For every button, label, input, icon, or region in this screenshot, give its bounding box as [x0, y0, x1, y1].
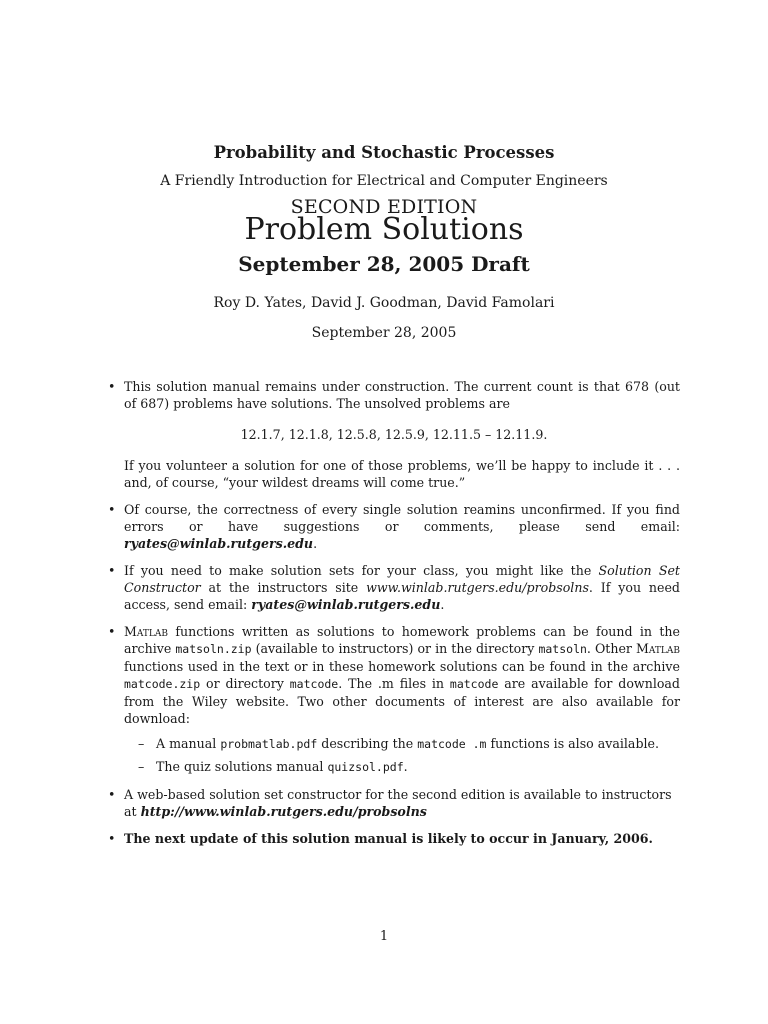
bullet-icon: • [108, 379, 116, 394]
status-text: This solution manual remains under construction. The current count is that 678 (out of 687) problems have solutions. The unsolved problems are [124, 379, 680, 411]
download-list [124, 735, 680, 776]
bullet-icon: • [108, 624, 116, 639]
matlab-text-4: functions used in the text or in these homework solutions can be found in the archive [124, 659, 680, 674]
authors: Roy D. Yates, David J. Goodman, David Famolari [213, 295, 555, 311]
draft-date: September 28, 2005 Draft [238, 252, 530, 276]
sub1-text-3: functions is also available. [486, 736, 659, 751]
web-constructor-text: A web-based solution set constructor for the second edition is available to instructors at [124, 787, 672, 819]
volunteer-text: If you volunteer a solution for one of those problems, we’ll be happy to include it . . . and, of course, “your wildest dreams will come true.” [124, 458, 680, 490]
contact-email-link[interactable]: ryates@winlab.rutgers.edu [124, 536, 314, 551]
publication-date: September 28, 2005 [311, 325, 457, 341]
errors-text: Of course, the correctness of every single solution reamins unconfirmed. If you find errors or have suggestions or comments, please send email: [124, 502, 680, 534]
unsolved-problem-list: 12.1.7, 12.1.8, 12.5.8, 12.5.9, 12.11.5 – 12.11.9. [240, 427, 548, 442]
bullet-item-constructor [108, 562, 680, 613]
matsoln-dir: matsoln [538, 642, 587, 656]
constructor-text-2: at the instructors site [200, 580, 367, 595]
bullet-item-next-update [108, 830, 680, 847]
download-item-probmatlab [138, 735, 680, 753]
download-item-quizsol [138, 758, 680, 776]
matlab-text-6: . The .m files in [338, 676, 450, 691]
sub2-text-2: . [403, 759, 408, 774]
document-title: Problem Solutions [244, 212, 524, 247]
constructor-end: . [440, 597, 445, 612]
book-subtitle: A Friendly Introduction for Electrical and Computer Engineers [160, 173, 608, 189]
matlab-text-7: are available for download from the Wiley website. Two other documents of interest are also available for download: [124, 676, 680, 726]
matcode-zip: matcode.zip [124, 677, 201, 691]
errors-end: . [313, 536, 318, 551]
bullet-item-matlab [108, 623, 680, 776]
bullet-icon: • [108, 831, 116, 846]
bullet-icon: • [108, 502, 116, 517]
matcode-dir: matcode [289, 677, 339, 691]
bullet-list [108, 378, 680, 857]
constructor-text-1: If you need to make solution sets for your class, you might like the [124, 563, 599, 578]
access-email-link[interactable]: ryates@winlab.rutgers.edu [251, 597, 441, 612]
bullet-icon: • [108, 787, 116, 802]
probsolns-url-link[interactable]: http://www.winlab.rutgers.edu/probsolns [140, 804, 427, 819]
sub1-text-1: A manual [156, 736, 221, 751]
sub1-text-2: describing the [317, 736, 418, 751]
constructor-name: Solution Set Constructor [124, 563, 680, 595]
quizsol-pdf: quizsol.pdf [327, 760, 404, 774]
instructors-site-link[interactable]: www.winlab.rutgers.edu/probsolns [366, 580, 589, 595]
matlab-text-2: (available to instructors) or in the directory [251, 641, 539, 656]
bullet-icon: • [108, 563, 116, 578]
bullet-item-status [108, 378, 680, 491]
matlab-text-3: . Other [586, 641, 637, 656]
bullet-item-web-constructor [108, 786, 680, 820]
matlab-name: Matlab [636, 641, 681, 656]
probmatlab-pdf: probmatlab.pdf [220, 737, 318, 751]
sub2-text-1: The quiz solutions manual [156, 759, 328, 774]
matlab-text-1: functions written as solutions to homework problems can be found in the archive [124, 624, 680, 656]
edition-label: SECOND EDITION [290, 196, 478, 218]
matcode-m: matcode .m [417, 737, 487, 751]
matcode-dir: matcode [449, 677, 499, 691]
matlab-text-5: or directory [200, 676, 290, 691]
page-number: 1 [379, 929, 389, 944]
constructor-text-3: . If you need access, send email: [124, 580, 680, 612]
bullet-item-errors [108, 501, 680, 552]
dash-icon: – [138, 759, 145, 774]
dash-icon: – [138, 736, 145, 751]
matlab-name: Matlab [124, 624, 168, 639]
next-update-text: The next update of this solution manual is likely to occur in January, 2006. [124, 831, 653, 846]
matsoln-zip: matsoln.zip [175, 642, 252, 656]
book-title: Probability and Stochastic Processes [213, 143, 555, 162]
